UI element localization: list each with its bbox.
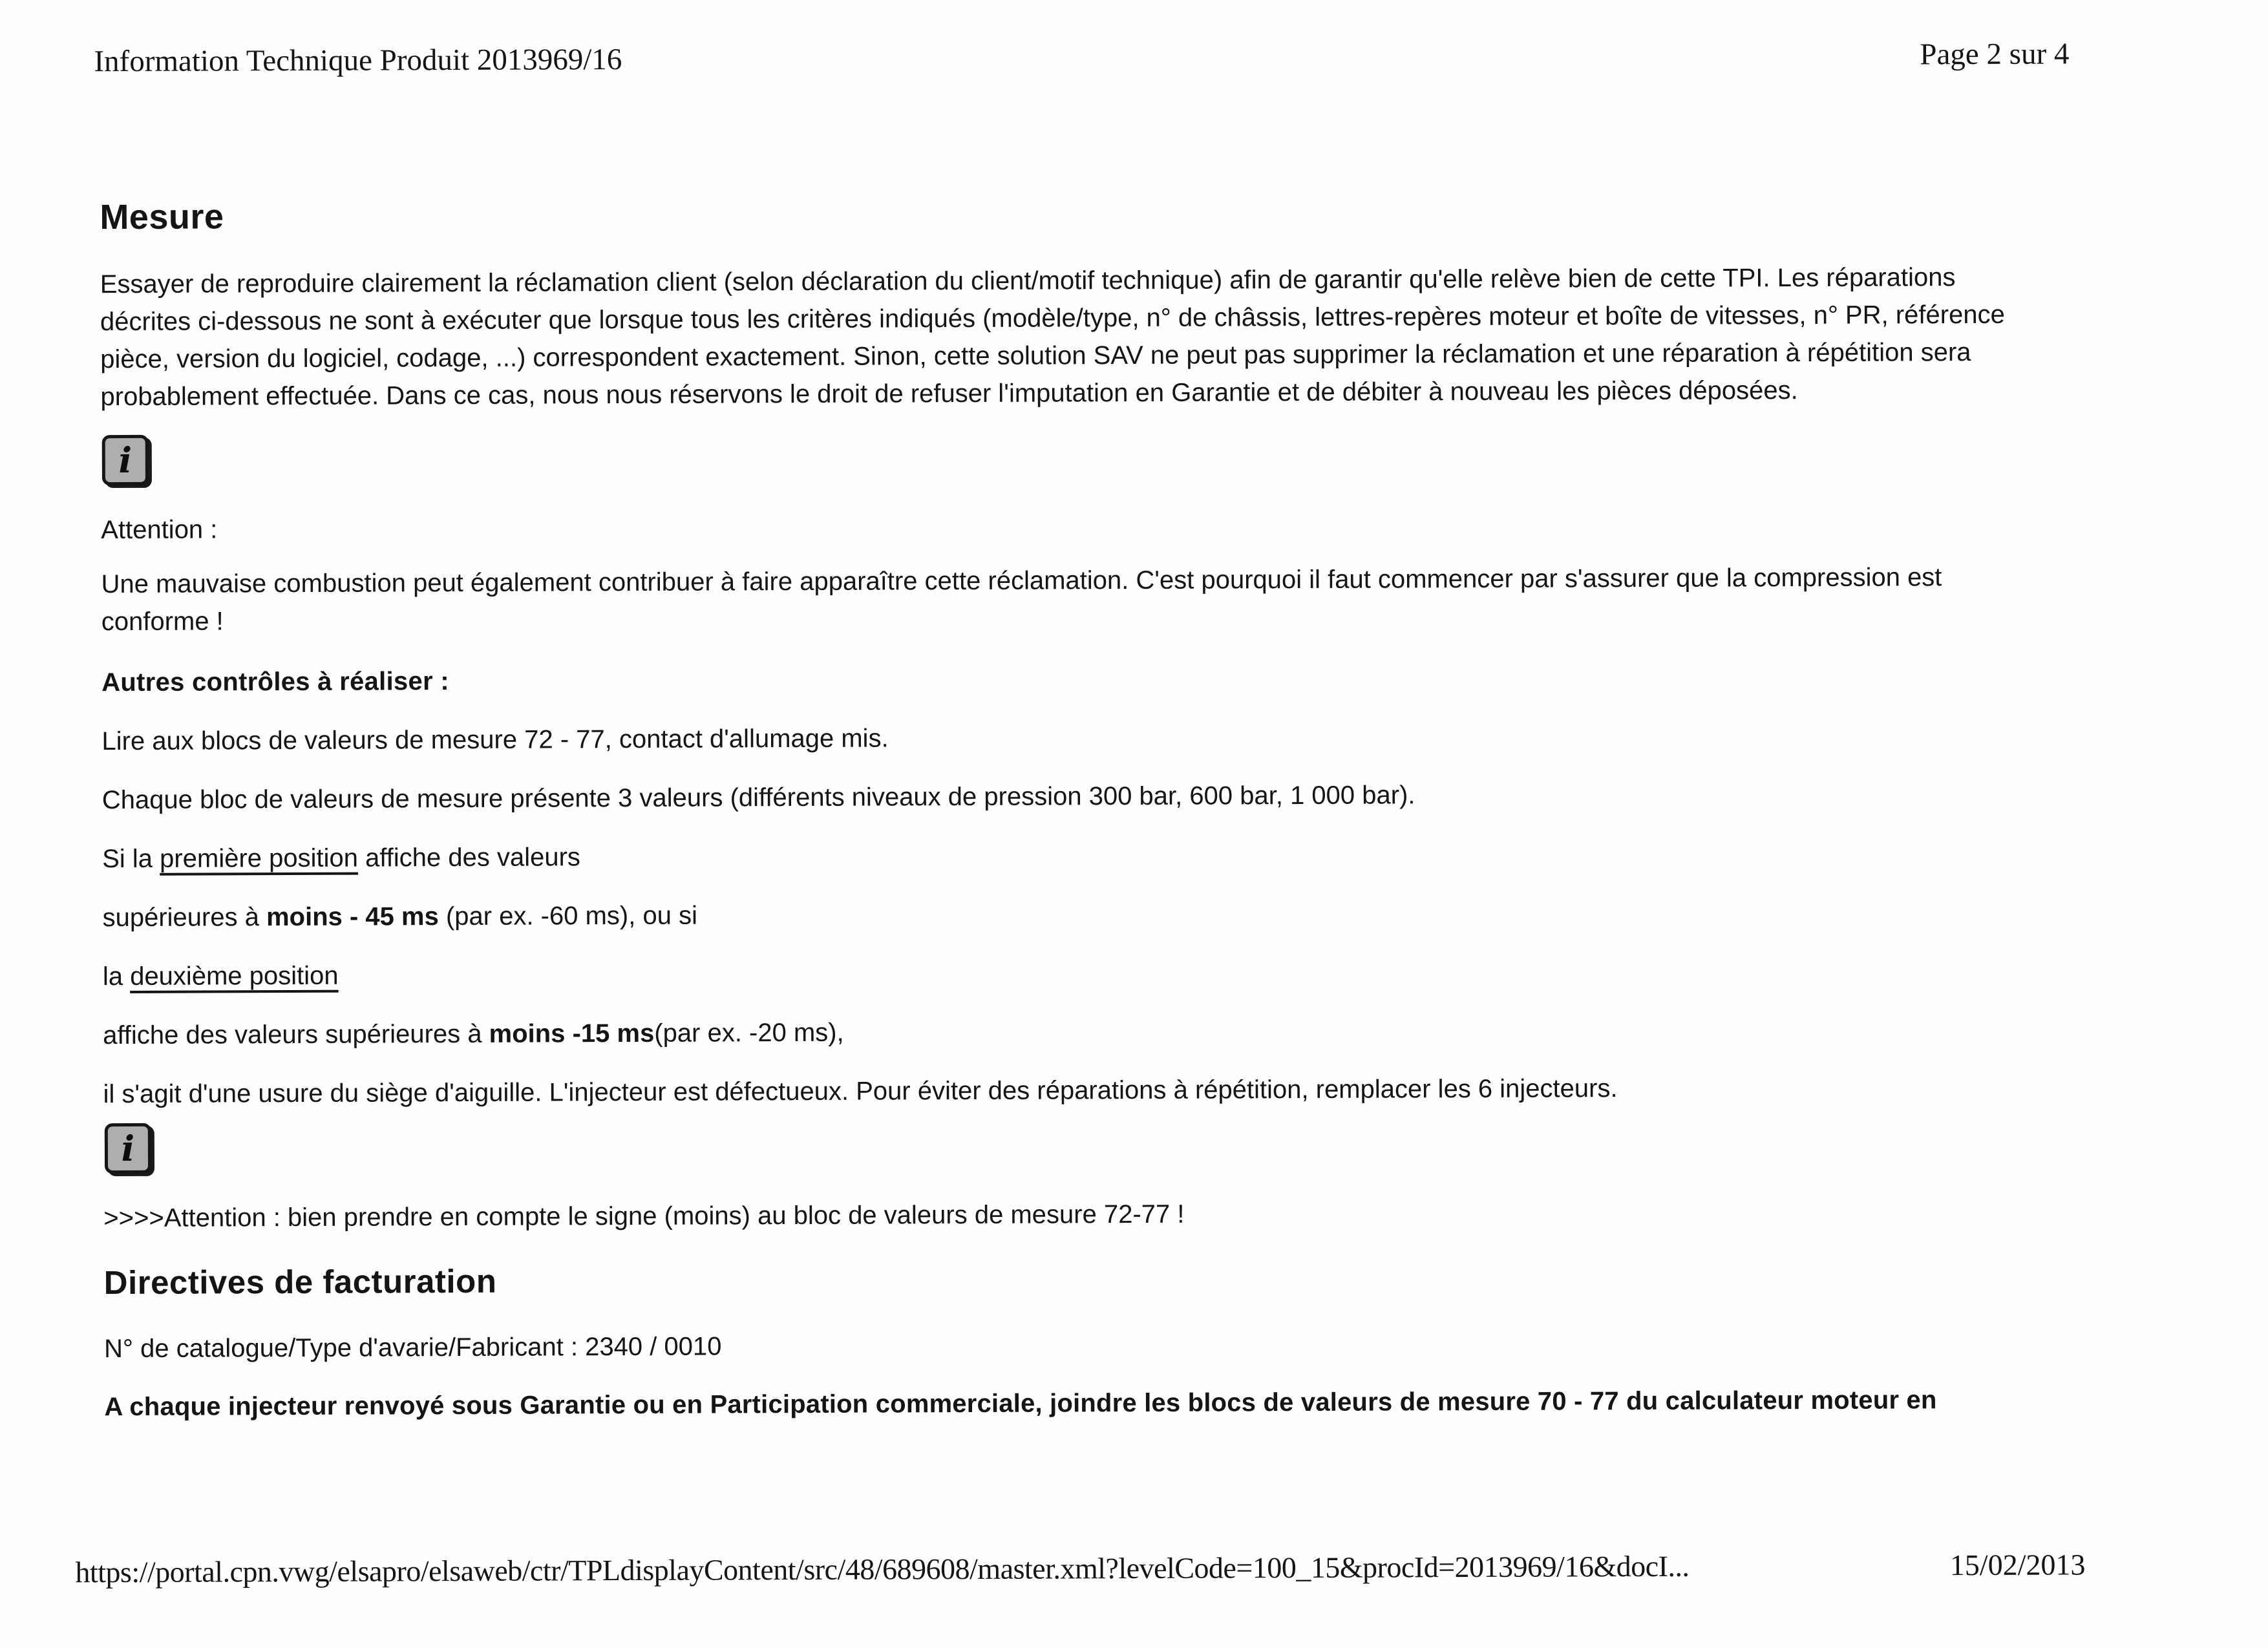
intro-paragraph: Essayer de reproduire clairement la réclamation client (selon déclaration du client/motif technique) afin de garantir qu'elle relève bien de cette TPI. Les réparations décrites ci-dessous ne sont à exécuter que lorsque tous les critères indiqués (modèle/type, n° de châssis, lettres-repères moteur et boîte de vitesses, n° PR, référence pièce, version du logiciel, codage, ...) correspondent exactement. Sinon, cette solution SAV ne peut pas supprimer la réclamation et une réparation à répétition sera probablement effectuée. Dans ce cas, nous nous réservons le droit de refuser l'imputation en Garantie et de débiter à nouveau les pièces déposées. [100,263,2005,412]
section-heading-mesure: Mesure [100,197,224,237]
above-15ms-bold: moins -15 ms [489,1019,655,1048]
page-indicator: Page 2 sur 4 [1920,37,2070,72]
second-position-prefix: la [102,962,131,991]
above-45ms-bold: moins - 45 ms [266,902,439,932]
document-body [100,187,2011,1426]
attention-label: Attention : [101,515,218,545]
first-position-line [102,833,2009,878]
section-heading-facturation: Directives de facturation [103,1262,497,1302]
header-title: Information Technique Produit 2013969/16 [94,43,622,79]
info-icon-2 [105,1123,151,1174]
second-position-underlined: deuxième position [130,961,339,991]
above-15ms-prefix: affiche des valeurs supérieures à [103,1019,489,1050]
first-position-underlined: première position [160,843,359,873]
billing-note-line: A chaque injecteur renvoyé sous Garantie ou en Participation commerciale, joindre les blocs de valeurs de mesure 70 - 77 du calculateur moteur en [104,1386,1937,1422]
catalogue-line: N° de catalogue/Type d'avarie/Fabricant : 2340 / 0010 [104,1332,722,1364]
read-blocks-line: Lire aux blocs de valeurs de mesure 72 - 77, contact d'allumage mis. [101,724,889,756]
above-15ms-suffix: (par ex. -20 ms), [654,1018,844,1048]
attention-sign-line: >>>>Attention : bien prendre en compte le signe (moins) au bloc de valeurs de mesure 72-77 ! [103,1199,1185,1233]
first-position-suffix: affiche des valeurs [357,843,580,872]
each-block-line: Chaque bloc de valeurs de mesure présente 3 valeurs (différents niveaux de pression 300 bar, 600 bar, 1 000 bar). [101,781,1415,815]
second-position-line [103,951,2009,995]
attention-paragraph: Une mauvaise combustion peut également contribuer à faire apparaître cette réclamation. C'est pourquoi il faut commencer par s'assurer que la compression est conforme ! [101,563,1942,637]
page-footer [75,1547,2085,1589]
controls-heading: Autres contrôles à réaliser : [101,667,450,697]
page-header [94,36,2069,79]
footer-url: https://portal.cpn.vwg/elsapro/elsaweb/ctr/TPLdisplayContent/src/48/689608/master.xml?levelCode=100_15&procId=2013969/16&docI... [75,1549,1690,1589]
needle-wear-line: il s'agit d'une usure du siège d'aiguille. L'injecteur est défectueux. Pour éviter des réparations à répétition, remplacer les 6 injecteurs. [103,1074,1618,1109]
info-icon-2-glyph: i [121,1127,135,1170]
first-position-prefix: Si la [102,844,160,874]
info-icon [102,435,149,485]
above-45ms-prefix: supérieures à [102,903,267,933]
above-45ms-line [102,892,2009,936]
info-icon-glyph: i [118,439,132,481]
footer-date: 15/02/2013 [1949,1548,2086,1582]
above-45ms-suffix: (par ex. -60 ms), ou si [438,901,697,931]
above-15ms-line [103,1009,2009,1054]
